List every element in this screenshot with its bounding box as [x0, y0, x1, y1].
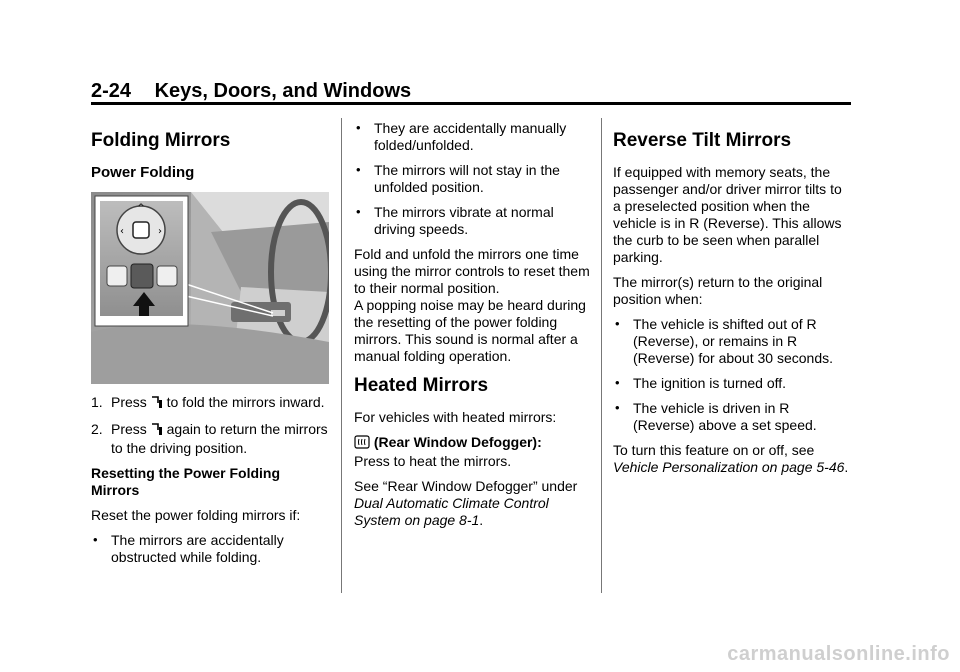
defogger-text: Press to heat the mirrors.	[354, 453, 512, 469]
column-2	[354, 120, 594, 537]
heading-power-folding: Power Folding	[91, 164, 195, 181]
svg-text:›: ›	[158, 226, 162, 237]
step-1-post: to fold the mirrors inward.	[166, 394, 325, 410]
defogger-see-also	[354, 478, 594, 529]
heated-intro: For vehicles with heated mirrors:	[354, 409, 557, 425]
reset-bullet-3: • The mirrors will not stay in the unfolded position.	[354, 162, 594, 196]
vehicle-personalization-link[interactable]: Vehicle Personalization on page 5-46	[613, 459, 845, 475]
see-also-post: .	[479, 512, 484, 528]
reset-bullet-1: • The mirrors are accidentally obstructed while folding.	[91, 532, 331, 566]
reset-bullet-2: • They are accidentally manually folded/unfolded.	[354, 120, 594, 154]
climate-control-link[interactable]: Dual Automatic Climate Control System on page 8-1	[354, 495, 549, 528]
defogger-entry	[354, 434, 594, 470]
page-header	[91, 80, 411, 103]
page-number: 2-24	[91, 80, 132, 102]
reset-bullet-4: • The mirrors vibrate at normal driving speeds.	[354, 204, 594, 238]
step-1	[91, 394, 331, 413]
mirror-fold-icon	[151, 422, 163, 440]
toggle-feature-note	[613, 442, 853, 476]
step-2-post: again to return the mirrors to the driving position.	[111, 421, 328, 456]
return-bullet-2: • The ignition is turned off.	[613, 375, 853, 392]
defogger-label: (Rear Window Defogger):	[373, 434, 542, 450]
watermark: carmanualsonline.info	[727, 643, 950, 665]
popping-noise-note: A popping noise may be heard during the resetting of the power folding mirrors. This sound is normal after a manual folding operation.	[354, 297, 586, 364]
heading-resetting: Resetting the Power Folding Mirrors	[91, 465, 281, 498]
svg-text:^: ^	[137, 203, 145, 213]
heading-folding-mirrors: Folding Mirrors	[91, 130, 231, 151]
chapter-title: Keys, Doors, and Windows	[154, 80, 412, 102]
reverse-tilt-description: If equipped with memory seats, the passenger and/or driver mirror tilts to a preselected position when the vehicle is in R (Reverse). This allows the curb to be seen when parallel parking.	[613, 164, 842, 265]
rear-defogger-icon	[354, 435, 370, 453]
return-bullet-3: • The vehicle is driven in R (Reverse) above a set speed.	[613, 400, 853, 434]
step-2	[91, 421, 331, 457]
heading-reverse-tilt-mirrors: Reverse Tilt Mirrors	[613, 130, 792, 151]
column-1	[91, 120, 331, 574]
toggle-pre: To turn this feature on or off, see	[613, 442, 815, 458]
heading-heated-mirrors: Heated Mirrors	[354, 375, 489, 396]
column-divider-1	[341, 118, 342, 593]
reset-instructions: Fold and unfold the mirrors one time using the mirror controls to reset them to their normal position.	[354, 246, 590, 296]
step-2-pre: Press	[111, 421, 147, 437]
step-1-number: 1.	[91, 394, 103, 410]
toggle-post: .	[844, 459, 849, 475]
return-intro: The mirror(s) return to the original position when:	[613, 274, 823, 307]
see-also-pre: See “Rear Window Defogger” under	[354, 478, 578, 494]
column-3	[613, 120, 853, 484]
svg-text:‹: ‹	[120, 226, 124, 237]
mirror-controls-photo	[91, 192, 329, 384]
return-bullet-1: • The vehicle is shifted out of R (Reverse), or remains in R (Reverse) for about 30 seconds.	[613, 316, 853, 367]
mirror-fold-icon	[151, 395, 163, 413]
reset-intro: Reset the power folding mirrors if:	[91, 507, 301, 523]
step-2-number: 2.	[91, 421, 103, 437]
header-rule	[91, 102, 851, 105]
step-1-pre: Press	[111, 394, 147, 410]
column-divider-2	[601, 118, 602, 593]
